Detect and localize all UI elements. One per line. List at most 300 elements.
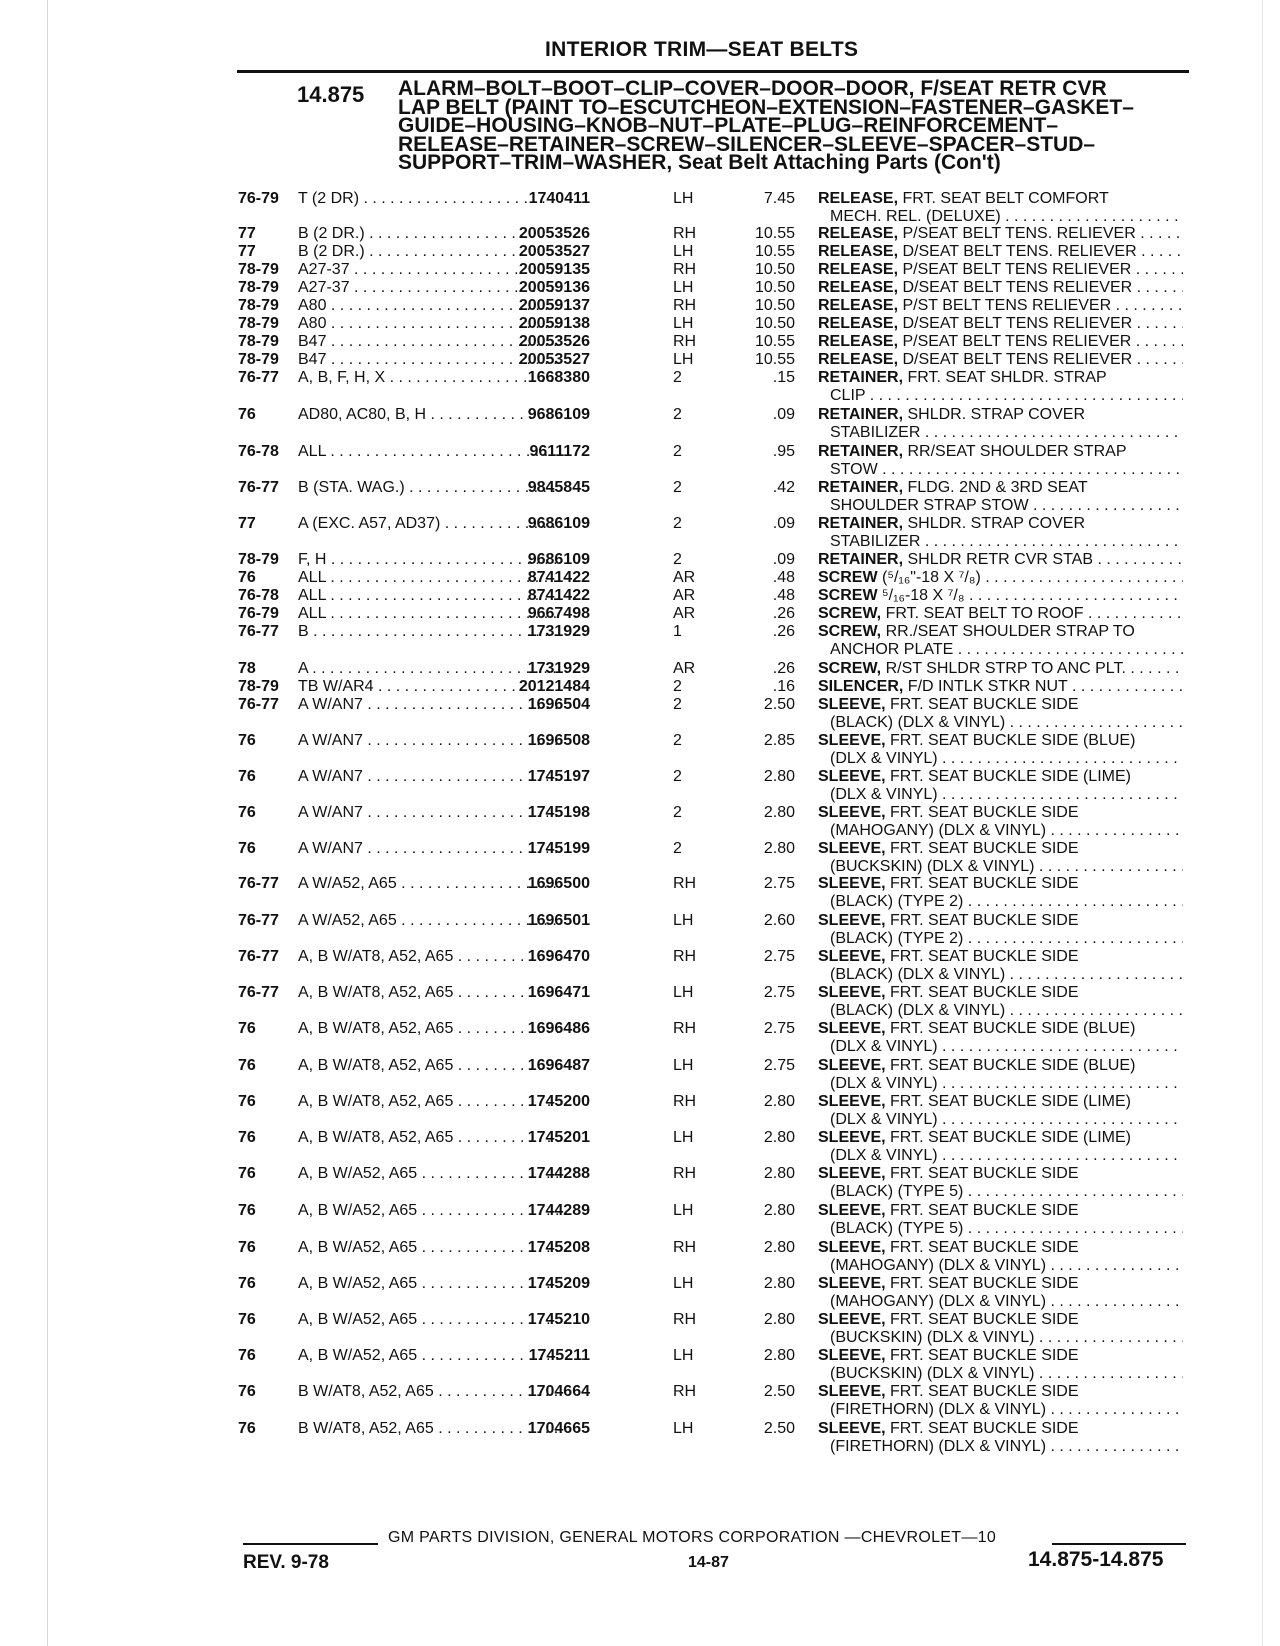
description-continuation: CLIP . . . <box>818 387 1183 405</box>
description-line <box>818 369 1183 387</box>
description-text: FRT. SEAT BUCKLE SIDE <box>890 912 1079 929</box>
model-application: T (2 DR) . . . <box>298 190 560 208</box>
model-year: 76 <box>238 1420 256 1437</box>
part-number: 1668380 <box>527 369 590 386</box>
model-year: 78-79 <box>238 678 279 695</box>
description-continuation: ANCHOR PLATE . . . <box>818 641 1183 659</box>
section-number: 14.875 <box>297 82 365 107</box>
part-description <box>818 406 1183 442</box>
description-line <box>818 315 1183 333</box>
part-description <box>818 984 1183 1020</box>
quantity: AR <box>673 605 696 622</box>
model-year: 77 <box>238 515 256 532</box>
description-line <box>818 406 1183 424</box>
price: 2.80 <box>763 1202 795 1219</box>
part-description <box>818 1202 1183 1238</box>
model-application: A, B W/AT8, A52, A65 . . . <box>298 1020 560 1038</box>
part-description <box>818 623 1183 659</box>
quantity: LH <box>673 912 694 929</box>
description-continuation: (BUCKSKIN) (DLX & VINYL) . . . <box>818 858 1183 876</box>
part-description <box>818 840 1183 876</box>
part-name: SCREW, <box>818 660 882 677</box>
part-name: SCREW <box>818 569 878 586</box>
price: 2.80 <box>763 1129 795 1146</box>
quantity: 2 <box>673 840 682 857</box>
part-description <box>818 515 1183 551</box>
table-row <box>0 1239 1280 1275</box>
model-application: A, B W/A52, A65 . . . <box>298 1202 560 1220</box>
description-continuation: (DLX & VINYL) . . . <box>818 786 1183 804</box>
description-line <box>818 623 1183 641</box>
quantity: LH <box>673 1420 694 1437</box>
part-number: 1696471 <box>527 984 590 1001</box>
part-name: RELEASE, <box>818 297 899 314</box>
part-name: SLEEVE, <box>818 912 886 929</box>
part-name: RETAINER, <box>818 406 904 423</box>
quantity: 2 <box>673 479 682 496</box>
description-text: D/SEAT BELT TENS RELIEVER <box>902 279 1133 296</box>
price: 2.80 <box>763 1347 795 1364</box>
description-text: FRT. SEAT BUCKLE SIDE <box>890 1420 1079 1437</box>
price: 7.45 <box>763 190 795 207</box>
part-number: 1731929 <box>527 660 590 677</box>
model-year: 76-77 <box>238 696 279 713</box>
part-description <box>818 1020 1183 1056</box>
table-row <box>0 406 1280 442</box>
table-row <box>0 479 1280 515</box>
model-year: 76 <box>238 1202 256 1219</box>
model-application: A, B W/AT8, A52, A65 . . . <box>298 1129 560 1147</box>
section-range: 14.875-14.875 <box>1028 1548 1164 1571</box>
description-text: FLDG. 2ND & 3RD SEAT <box>907 479 1088 496</box>
part-name: RELEASE, <box>818 190 899 207</box>
quantity: AR <box>673 587 696 604</box>
model-year: 76 <box>238 1057 256 1074</box>
part-name: SLEEVE, <box>818 948 886 965</box>
table-row <box>0 732 1280 768</box>
description-line <box>818 297 1183 315</box>
description-continuation: (BUCKSKIN) (DLX & VINYL) . . . <box>818 1329 1183 1347</box>
description-line <box>818 1129 1183 1147</box>
model-application: A W/A52, A65 . . . <box>298 912 560 930</box>
part-name: RETAINER, <box>818 443 904 460</box>
price: .09 <box>772 515 795 532</box>
part-description <box>818 351 1183 369</box>
part-name: SCREW, <box>818 605 882 622</box>
part-number: 9611172 <box>529 443 590 460</box>
description-text: FRT. SEAT BUCKLE SIDE <box>890 984 1079 1001</box>
description-line <box>818 351 1183 369</box>
quantity: 2 <box>673 696 682 713</box>
table-row <box>0 369 1280 405</box>
description-text: F/D INTLK STKR NUT <box>907 678 1068 695</box>
part-number: 1745210 <box>527 1311 590 1328</box>
quantity: RH <box>673 225 697 242</box>
quantity: LH <box>673 1129 694 1146</box>
quantity: 2 <box>673 732 682 749</box>
description-continuation: (BLACK) (TYPE 2) . . . <box>818 893 1183 911</box>
table-row <box>0 1383 1280 1419</box>
description-line <box>818 912 1183 930</box>
price: 2.80 <box>763 1165 795 1182</box>
description-line <box>818 1420 1183 1438</box>
description-line <box>818 261 1183 279</box>
part-name: SLEEVE, <box>818 1093 886 1110</box>
revision-label: REV. 9-78 <box>243 1552 329 1573</box>
table-row <box>0 1057 1280 1093</box>
part-description <box>818 551 1183 569</box>
description-line <box>818 804 1183 822</box>
part-number: 20053526 <box>518 333 590 350</box>
model-year: 76 <box>238 1275 256 1292</box>
description-continuation: SHOULDER STRAP STOW . . . <box>818 497 1183 515</box>
description-text: SHLDR. STRAP COVER <box>907 515 1086 532</box>
part-description <box>818 948 1183 984</box>
model-application: ALL . . . <box>298 443 560 461</box>
part-number: 20059136 <box>518 279 590 296</box>
table-row <box>0 1202 1280 1238</box>
description-text: SHLDR. STRAP COVER <box>907 406 1086 423</box>
part-description <box>818 1347 1183 1383</box>
model-year: 78-79 <box>238 351 279 368</box>
table-row <box>0 443 1280 479</box>
model-year: 76-77 <box>238 623 279 640</box>
quantity: RH <box>673 1383 697 1400</box>
description-continuation: (BLACK) (DLX & VINYL) . . . <box>818 1002 1183 1020</box>
description-continuation: (BLACK) (TYPE 5) . . . <box>818 1183 1183 1201</box>
model-year: 78-79 <box>238 551 279 568</box>
model-application: AD80, AC80, B, H . . . <box>298 406 560 424</box>
model-year: 76-77 <box>238 912 279 929</box>
model-year: 78-79 <box>238 315 279 332</box>
description-line <box>818 768 1183 786</box>
model-year: 76-78 <box>238 443 279 460</box>
part-number: 20059137 <box>518 297 590 314</box>
part-name: RELEASE, <box>818 333 899 350</box>
model-application: ALL . . . <box>298 587 560 605</box>
price: 10.50 <box>754 297 795 314</box>
part-description <box>818 243 1183 261</box>
model-year: 76-77 <box>238 875 279 892</box>
price: 2.80 <box>763 768 795 785</box>
part-description <box>818 1057 1183 1093</box>
part-name: SLEEVE, <box>818 732 886 749</box>
description-text: FRT. SEAT BUCKLE SIDE (BLUE) <box>890 1020 1136 1037</box>
description-text: FRT. SEAT BUCKLE SIDE <box>890 1275 1079 1292</box>
price: 2.75 <box>763 948 795 965</box>
model-year: 78 <box>238 660 256 677</box>
model-year: 76-77 <box>238 948 279 965</box>
part-number: 1745208 <box>527 1239 590 1256</box>
model-year: 76 <box>238 804 256 821</box>
part-description <box>818 443 1183 479</box>
description-text: P/SEAT BELT TENS RELIEVER <box>902 261 1132 278</box>
description-text: (⁵/₁₆"-18 X ⁷/₈) <box>882 569 981 586</box>
part-name: SLEEVE, <box>818 1311 886 1328</box>
model-year: 76-79 <box>238 190 279 207</box>
part-number: 1745211 <box>528 1347 590 1364</box>
price: 2.85 <box>763 732 795 749</box>
quantity: LH <box>673 279 694 296</box>
quantity: 2 <box>673 515 682 532</box>
model-application: B W/AT8, A52, A65 . . . <box>298 1383 560 1401</box>
description-text: FRT. SEAT SHLDR. STRAP <box>907 369 1107 386</box>
model-year: 77 <box>238 243 256 260</box>
price: .09 <box>772 551 795 568</box>
model-year: 78-79 <box>238 297 279 314</box>
part-number: 8741422 <box>527 587 590 604</box>
quantity: RH <box>673 1165 697 1182</box>
part-number: 9845845 <box>527 479 590 496</box>
model-application: A, B W/A52, A65 . . . <box>298 1275 560 1293</box>
description-line <box>818 1020 1183 1038</box>
description-text: D/SEAT BELT TENS RELIEVER <box>902 351 1133 368</box>
section-title-line: LAP BELT (PAINT TO–ESCUTCHEON–EXTENSION–FASTENER–GASKET– <box>398 95 1134 119</box>
price: 10.50 <box>754 315 795 332</box>
table-row <box>0 1093 1280 1129</box>
part-description <box>818 333 1183 351</box>
model-year: 76 <box>238 569 256 586</box>
model-application: ALL . . . <box>298 605 560 623</box>
part-name: SLEEVE, <box>818 1057 886 1074</box>
part-name: RELEASE, <box>818 225 899 242</box>
part-description <box>818 1275 1183 1311</box>
description-continuation: MECH. REL. (DELUXE) . . . <box>818 208 1183 226</box>
model-application: A W/AN7 . . . <box>298 804 560 822</box>
model-application: A, B W/AT8, A52, A65 . . . <box>298 984 560 1002</box>
part-description <box>818 804 1183 840</box>
part-description <box>818 369 1183 405</box>
model-application: B . . . <box>298 623 560 641</box>
description-text: P/ST BELT TENS RELIEVER <box>902 297 1112 314</box>
part-description <box>818 696 1183 732</box>
page-title: INTERIOR TRIM—SEAT BELTS <box>545 38 859 61</box>
price: 2.75 <box>763 875 795 892</box>
quantity: LH <box>673 351 694 368</box>
description-text: D/SEAT BELT TENS RELIEVER <box>902 315 1133 332</box>
part-name: RETAINER, <box>818 479 904 496</box>
model-application: A, B W/AT8, A52, A65 . . . <box>298 1057 560 1075</box>
part-number: 20059138 <box>518 315 590 332</box>
section-title-line: GUIDE–HOUSING–KNOB–NUT–PLATE–PLUG–REINFORCEMENT– <box>398 114 1059 137</box>
part-number: 9686109 <box>527 551 590 568</box>
description-line <box>818 1311 1183 1329</box>
description-text: FRT. SEAT BUCKLE SIDE <box>890 875 1079 892</box>
quantity: LH <box>673 315 694 332</box>
description-line <box>818 678 1183 696</box>
description-continuation: (BUCKSKIN) (DLX & VINYL) . . . <box>818 1365 1183 1383</box>
model-application: A27-37 . . . <box>298 261 560 279</box>
part-number: 9686109 <box>527 515 590 532</box>
price: 10.50 <box>754 279 795 296</box>
quantity: LH <box>673 984 694 1001</box>
quantity: AR <box>673 660 696 677</box>
section-title-line: ALARM–BOLT–BOOT–CLIP–COVER–DOOR–DOOR, F/SEAT RETR CVR <box>398 77 1107 100</box>
part-number: 1744289 <box>527 1202 590 1219</box>
description-continuation: (MAHOGANY) (DLX & VINYL) . . . <box>818 822 1183 840</box>
model-year: 76 <box>238 768 256 785</box>
quantity: 2 <box>673 678 682 695</box>
description-text: FRT. SEAT BUCKLE SIDE <box>890 1347 1079 1364</box>
part-number: 1740411 <box>528 190 590 207</box>
description-line <box>818 1383 1183 1401</box>
part-name: SCREW <box>818 587 878 604</box>
model-application: A, B, F, H, X . . . <box>298 369 560 387</box>
model-application: A, B W/A52, A65 . . . <box>298 1165 560 1183</box>
model-application: B W/AT8, A52, A65 . . . <box>298 1420 560 1438</box>
description-line <box>818 479 1183 497</box>
part-description <box>818 569 1183 587</box>
part-number: 20053526 <box>518 225 590 242</box>
part-name: SLEEVE, <box>818 1239 886 1256</box>
description-continuation: (DLX & VINYL) . . . <box>818 1147 1183 1165</box>
price: 2.75 <box>763 984 795 1001</box>
model-application: B (2 DR.) . . . <box>298 225 560 243</box>
model-application: A, B W/A52, A65 . . . <box>298 1239 560 1257</box>
model-application: A W/A52, A65 . . . <box>298 875 560 893</box>
model-application: ALL . . . <box>298 569 560 587</box>
part-name: SLEEVE, <box>818 984 886 1001</box>
model-year: 76-78 <box>238 587 279 604</box>
price: 2.75 <box>763 1057 795 1074</box>
description-line <box>818 840 1183 858</box>
description-line <box>818 660 1183 678</box>
description-line <box>818 333 1183 351</box>
part-description <box>818 732 1183 768</box>
table-row <box>0 875 1280 911</box>
description-text: FRT. SEAT BELT TO ROOF <box>885 605 1084 622</box>
part-name: SLEEVE, <box>818 1420 886 1437</box>
price: 2.50 <box>763 696 795 713</box>
model-year: 76-77 <box>238 369 279 386</box>
price: 2.75 <box>763 1020 795 1037</box>
price: 2.80 <box>763 1093 795 1110</box>
price: 2.80 <box>763 1239 795 1256</box>
quantity: RH <box>673 297 697 314</box>
table-row <box>0 768 1280 804</box>
description-line <box>818 190 1183 208</box>
quantity: RH <box>673 1311 697 1328</box>
price: .16 <box>772 678 795 695</box>
part-name: RETAINER, <box>818 369 904 386</box>
table-row <box>0 1165 1280 1201</box>
quantity: LH <box>673 190 694 207</box>
description-text: FRT. SEAT BUCKLE SIDE <box>890 1202 1079 1219</box>
part-name: SLEEVE, <box>818 1129 886 1146</box>
part-name: RELEASE, <box>818 243 899 260</box>
model-application: A, B W/AT8, A52, A65 . . . <box>298 1093 560 1111</box>
price: 2.80 <box>763 840 795 857</box>
table-row <box>0 912 1280 948</box>
description-text: FRT. SEAT BUCKLE SIDE <box>890 1383 1079 1400</box>
description-text: FRT. SEAT BUCKLE SIDE (LIME) <box>890 768 1131 785</box>
table-row <box>0 1311 1280 1347</box>
model-application: A W/AN7 . . . <box>298 696 560 714</box>
description-line <box>818 551 1183 569</box>
part-number: 20053527 <box>518 351 590 368</box>
part-description <box>818 190 1183 226</box>
description-text: FRT. SEAT BUCKLE SIDE <box>890 1311 1079 1328</box>
part-description <box>818 1420 1183 1456</box>
model-year: 76 <box>238 406 256 423</box>
part-number: 1696508 <box>527 732 590 749</box>
footer-publisher: GM PARTS DIVISION, GENERAL MOTORS CORPORATION —CHEVROLET—10 <box>388 1529 997 1546</box>
part-description <box>818 261 1183 279</box>
description-text: FRT. SEAT BUCKLE SIDE <box>890 840 1079 857</box>
quantity: AR <box>673 569 696 586</box>
description-text: RR/SEAT SHOULDER STRAP <box>907 443 1127 460</box>
price: .95 <box>772 443 795 460</box>
description-line <box>818 1165 1183 1183</box>
quantity: LH <box>673 1275 694 1292</box>
quantity: 2 <box>673 804 682 821</box>
model-year: 76 <box>238 1165 256 1182</box>
quantity: LH <box>673 1202 694 1219</box>
table-row <box>0 1420 1280 1456</box>
part-name: RETAINER, <box>818 551 904 568</box>
part-number: 1696500 <box>527 875 590 892</box>
footer-rule-left <box>243 1543 378 1545</box>
table-row <box>0 840 1280 876</box>
model-year: 76 <box>238 1347 256 1364</box>
price: .26 <box>772 605 795 622</box>
description-line <box>818 569 1183 587</box>
section-title-line: RELEASE–RETAINER–SCREW–SILENCER–SLEEVE–SPACER–STUD– <box>398 132 1096 156</box>
part-description <box>818 875 1183 911</box>
model-application: A W/AN7 . . . <box>298 768 560 786</box>
price: 2.80 <box>763 1275 795 1292</box>
model-year: 78-79 <box>238 261 279 278</box>
part-number: 1696504 <box>527 696 590 713</box>
price: .26 <box>772 660 795 677</box>
model-year: 76 <box>238 1239 256 1256</box>
model-application: A W/AN7 . . . <box>298 840 560 858</box>
quantity: RH <box>673 1020 697 1037</box>
description-continuation: (FIRETHORN) (DLX & VINYL) . . . <box>818 1401 1183 1419</box>
description-line <box>818 1202 1183 1220</box>
part-number: 1745209 <box>527 1275 590 1292</box>
quantity: RH <box>673 875 697 892</box>
model-application: A80 . . . <box>298 297 560 315</box>
part-name: RELEASE, <box>818 351 899 368</box>
model-year: 78-79 <box>238 279 279 296</box>
model-year: 76 <box>238 1093 256 1110</box>
quantity: LH <box>673 243 694 260</box>
price: .15 <box>772 369 795 386</box>
description-continuation: (DLX & VINYL) . . . <box>818 1111 1183 1129</box>
part-number: 1704664 <box>527 1383 590 1400</box>
model-year: 76-77 <box>238 984 279 1001</box>
description-text: FRT. SEAT BUCKLE SIDE <box>890 948 1079 965</box>
model-year: 77 <box>238 225 256 242</box>
quantity: 2 <box>673 369 682 386</box>
table-row <box>0 623 1280 659</box>
model-application: A, B W/A52, A65 . . . <box>298 1347 560 1365</box>
part-name: SLEEVE, <box>818 1020 886 1037</box>
price: .26 <box>772 623 795 640</box>
description-line <box>818 948 1183 966</box>
part-number: 1745197 <box>527 768 590 785</box>
table-row <box>0 1275 1280 1311</box>
table-row <box>0 1020 1280 1056</box>
description-text: RR./SEAT SHOULDER STRAP TO <box>885 623 1135 640</box>
part-name: SCREW, <box>818 623 882 640</box>
price: .48 <box>772 569 795 586</box>
part-number: 1744288 <box>527 1165 590 1182</box>
model-year: 76 <box>238 732 256 749</box>
description-text: FRT. SEAT BUCKLE SIDE (BLUE) <box>890 732 1136 749</box>
model-application: A27-37 . . . <box>298 279 560 297</box>
